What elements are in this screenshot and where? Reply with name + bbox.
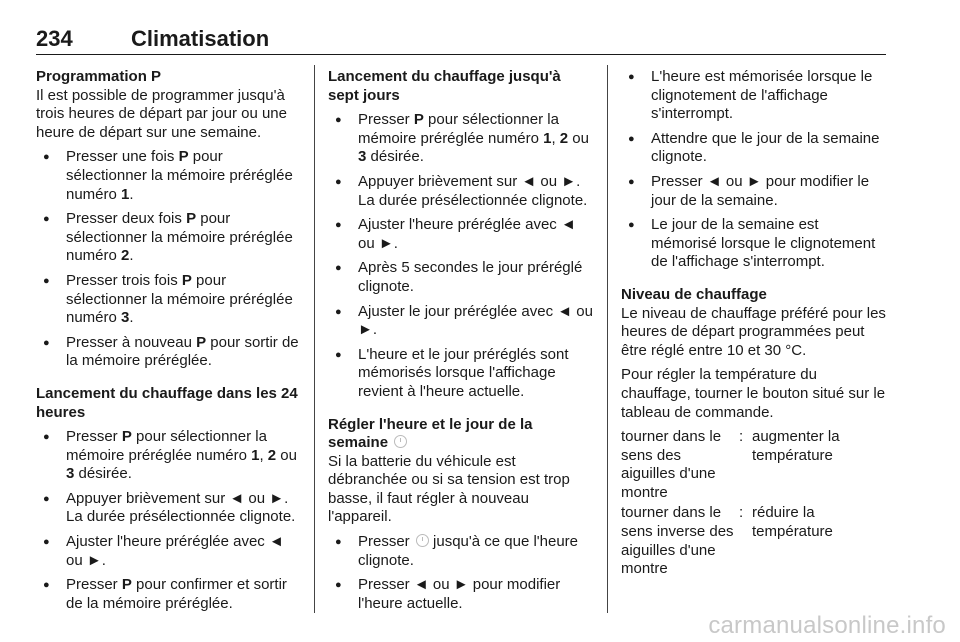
list-item: ● Appuyer brièvement sur ◄ ou ►. La durée présélectionnée clignote. xyxy=(328,173,594,210)
list-item: ● L'heure et le jour préréglés sont mémorisés lorsque l'affichage revient à l'heure actuelle. xyxy=(328,346,594,402)
section-set-time xyxy=(328,416,594,614)
table-row xyxy=(621,428,887,502)
list-item: ● Presser deux fois P pour sélectionner la mémoire préréglée numéro 2. xyxy=(36,210,302,266)
column-3 xyxy=(621,68,887,593)
page-number: 234 xyxy=(36,26,73,51)
section-set-time-cont xyxy=(621,68,887,272)
list-item: ● Appuyer brièvement sur ◄ ou ►. La durée présélectionnée clignote. xyxy=(36,490,302,527)
section-heading: Niveau de chauffage xyxy=(621,285,767,303)
clock-icon xyxy=(394,435,407,448)
section-heading: Régler l'heure et le jour de la semaine xyxy=(328,415,533,452)
list-item: ● Le jour de la semaine est mémorisé lorsque le clignotement de l'affichage s'interrompt. xyxy=(621,216,887,272)
table-cell-result: augmenter la température xyxy=(752,428,840,464)
bullet-list xyxy=(621,68,887,272)
list-item: ● Presser à nouveau P pour sortir de la mémoire préréglée. xyxy=(36,334,302,371)
list-item: ● Ajuster l'heure préréglée avec ◄ ou ►. xyxy=(36,533,302,570)
section-heading: Lancement du chauffage jusqu'à sept jours xyxy=(328,68,561,104)
table-cell-separator: : xyxy=(739,428,744,446)
list-item: ● Presser ◄ ou ► pour modifier l'heure actuelle. xyxy=(328,576,594,613)
bullet-list xyxy=(36,428,302,613)
list-item: ● Presser P pour sélectionner la mémoire préréglée numéro 1, 2 ou 3 désirée. xyxy=(36,428,302,484)
table-cell-result: réduire la température xyxy=(752,504,833,541)
list-item: ● Presser P pour confirmer et sortir de la mémoire préréglée. xyxy=(36,576,302,613)
list-item: ● Presser trois fois P pour sélectionner la mémoire préréglée numéro 3. xyxy=(36,272,302,328)
section-heading: Programmation P xyxy=(36,68,162,85)
bullet-list xyxy=(328,533,594,613)
paragraph: Le niveau de chauffage préféré pour les heures de départ programmées peut être réglé entre 10 et 30 °C. xyxy=(621,304,886,359)
paragraph: Il est possible de programmer jusqu'à trois heures de départ par jour ou une heure de départ sur une semaine. xyxy=(36,86,287,141)
column-divider xyxy=(607,65,608,613)
list-item: ● Presser ◄ ou ► pour modifier le jour de la semaine. xyxy=(621,173,887,210)
column-1 xyxy=(36,68,302,627)
column-divider xyxy=(314,65,315,613)
page-header xyxy=(36,26,886,55)
paragraph: Pour régler la température du chauffage, tourner le bouton situé sur le tableau de commande. xyxy=(621,366,886,421)
section-programmation xyxy=(36,68,302,371)
table-cell-separator: : xyxy=(739,504,744,522)
list-item: ● Presser une fois P pour sélectionner la mémoire préréglée numéro 1. xyxy=(36,148,302,204)
list-item: ● L'heure est mémorisée lorsque le clignotement de l'affichage s'interrompt. xyxy=(621,68,887,124)
list-item: ● Après 5 secondes le jour préréglé clignote. xyxy=(328,259,594,296)
list-item: ● Presser P pour sélectionner la mémoire préréglée numéro 1, 2 ou 3 désirée. xyxy=(328,111,594,167)
table-cell-action: tourner dans le sens inverse des aiguilles d'une montre xyxy=(621,504,734,578)
section-heading: Lancement du chauffage dans les 24 heures xyxy=(36,384,298,421)
watermark: carmanualsonline.info xyxy=(708,612,946,639)
bullet-list xyxy=(36,148,302,371)
paragraph: Si la batterie du véhicule est débranchée ou si sa tension est trop basse, il faut régler à nouveau l'appareil. xyxy=(328,452,570,526)
table-row xyxy=(621,504,887,578)
table-cell-action: tourner dans le sens des aiguilles d'une montre xyxy=(621,428,722,501)
list-item: ● Ajuster l'heure préréglée avec ◄ ou ►. xyxy=(328,216,594,253)
clock-icon xyxy=(416,534,429,547)
list-item: ● Attendre que le jour de la semaine clignote. xyxy=(621,130,887,167)
bullet-list xyxy=(328,111,594,401)
section-24h xyxy=(36,385,302,614)
chapter-title: Climatisation xyxy=(131,26,270,51)
knob-table xyxy=(621,428,887,579)
section-heating-level xyxy=(621,286,887,579)
list-item: ● Ajuster le jour préréglée avec ◄ ou ►. xyxy=(328,303,594,340)
section-7days xyxy=(328,68,594,402)
column-2 xyxy=(328,68,594,627)
list-item: ● Presser jusqu'à ce que l'heure clignote. xyxy=(328,533,594,570)
